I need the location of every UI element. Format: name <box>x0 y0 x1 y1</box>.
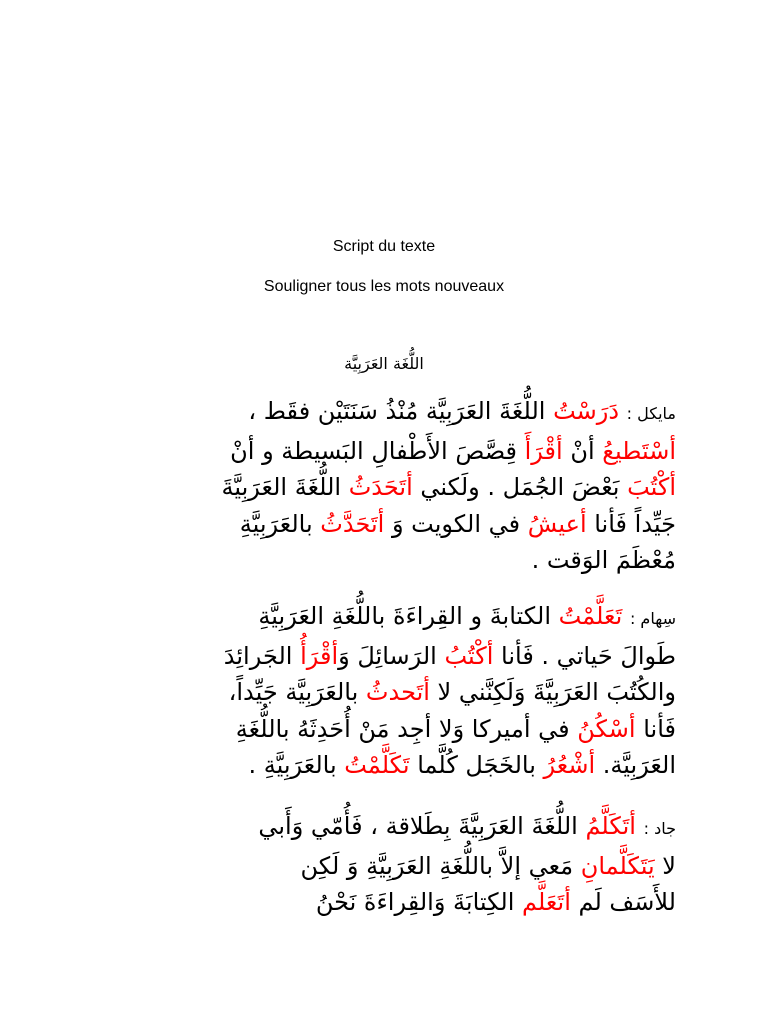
text-line <box>96 674 676 711</box>
text-line <box>96 808 676 848</box>
new-word: تَكَلَّمْتُ <box>344 751 410 779</box>
new-word: أتَكَلَّمُ <box>585 812 636 840</box>
text-segment: اللُّغَةَ العَرَبِيَّة مُنْذُ سَنَتَيْن فقَط ، <box>248 397 554 425</box>
text-line <box>96 848 676 885</box>
text-segment: مُعْظَمَ الوَقت . <box>531 546 676 574</box>
new-word: أكْتُبُ <box>444 641 494 670</box>
document-title: اللُّغَة العَرَبِيَّة <box>344 354 424 373</box>
new-word: أتَحدثُ <box>365 678 430 706</box>
new-word: أتَعَلَّم <box>522 888 571 916</box>
text-line <box>96 598 676 638</box>
text-segment: فَأنا <box>635 714 676 743</box>
new-word: أتَحَدَثُ <box>348 473 413 501</box>
text-segment: اللُّغَةَ العَرَبِيَّةَ <box>221 473 349 501</box>
header-instruction: Souligner tous les mots nouveaux <box>263 278 505 295</box>
text-line <box>96 711 676 748</box>
text-segment: الجَرائِدَ <box>223 641 301 670</box>
new-word: أشْعُرُ <box>543 751 596 779</box>
new-word: تَعَلَّمْتُ <box>558 602 623 630</box>
text-line <box>96 638 676 675</box>
new-word: أسْتَطيعُ <box>602 436 676 465</box>
text-segment: بالعَرَبِيَّةِ <box>239 509 321 538</box>
paragraph-michael <box>96 393 676 579</box>
text-segment: الكِتابَةَ وَالقِراءَةَ نَحْنُ <box>315 888 523 916</box>
text-segment: لا <box>654 851 676 880</box>
paragraph-jad <box>96 808 676 921</box>
text-segment: الكتابةَ و القِراءَةَ باللُّغَةِ العَرَبِيَّةِ <box>258 602 559 630</box>
text-line <box>96 506 676 543</box>
text-segment: في أميركا وَلا أجِد مَنْ أُحَدِثَهُ باللُّغَةِ <box>235 714 578 743</box>
new-word: أقْرَأُ <box>300 641 339 670</box>
text-segment: الرَسائِلَ وَ <box>338 641 445 670</box>
text-segment: للأَسَف لَم <box>570 888 676 916</box>
header-script-label: Script du texte <box>332 238 436 255</box>
text-segment: طَوالَ حَياتي . فَأنا <box>493 641 676 670</box>
text-segment: والكُتُبَ العَرَبِيَّةَ وَلَكِنَّني لا <box>429 678 676 706</box>
text-segment: العَرَبِيَّة. <box>595 751 676 779</box>
text-line <box>96 884 676 921</box>
text-segment: بالعَرَبِيَّة جَيِّداً، <box>228 678 366 706</box>
text-segment: بَعْضَ الجُمَل . ولَكني <box>412 473 628 501</box>
new-word: أعيشُ <box>527 509 587 538</box>
new-word: أسْكُنُ <box>577 714 636 743</box>
text-line <box>96 393 676 433</box>
text-segment: بالعَرَبِيَّةِ . <box>248 751 345 779</box>
paragraph-siham <box>96 598 676 784</box>
text-segment: في الكويت وَ <box>384 509 528 538</box>
new-word: أتَحَدَّثُ <box>320 509 385 538</box>
text-line <box>96 747 676 784</box>
speaker-label: مايكل : <box>626 404 676 423</box>
new-word: أكْتُبَ <box>627 473 676 501</box>
text-segment: بالخَجَل كُلَّما <box>409 751 544 779</box>
new-word: دَرَسْتُ <box>553 397 620 425</box>
new-word: أقْرَأَ <box>524 436 563 465</box>
new-word: يَتَكَلَّمانِ <box>580 851 655 880</box>
speaker-label: سِهام : <box>629 609 676 628</box>
text-line <box>96 433 676 470</box>
text-segment: جَيِّداً فَأنا <box>586 509 676 538</box>
text-segment: أنْ <box>562 436 603 465</box>
text-segment: مَعي إلاَّ باللُّغَةِ العَرَبِيَّةِ وَ لَكِن <box>300 851 581 880</box>
speaker-label: جاد : <box>643 819 676 838</box>
text-segment: قِصَّصَ الأَطْفالِ البَسيطة و أنْ <box>230 436 525 465</box>
text-segment: اللُّغَةَ العَرَبِيَّةَ بِطَلاقة ، فَأُمّي وَأَبي <box>258 812 586 840</box>
text-line <box>96 469 676 506</box>
text-line <box>96 542 676 579</box>
